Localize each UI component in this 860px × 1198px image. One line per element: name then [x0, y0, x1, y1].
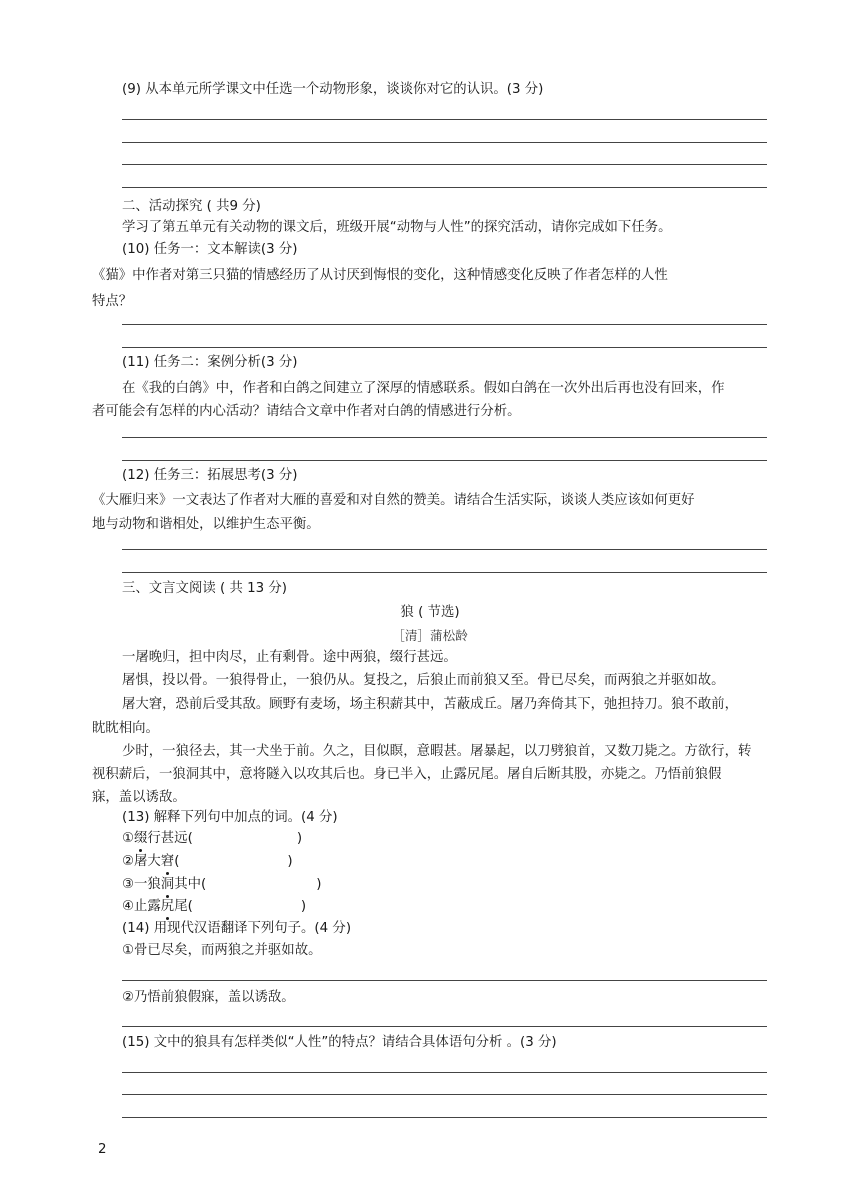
answer-line — [122, 1117, 767, 1118]
passage-paragraph-4-line3: 寐，盖以诱敌。 — [92, 790, 186, 805]
answer-line — [122, 324, 767, 325]
question-14-label: (14) 用现代汉语翻译下列句子。(4 分) — [122, 921, 352, 936]
answer-line — [122, 437, 767, 438]
answer-line — [122, 1094, 767, 1095]
answer-line — [122, 187, 767, 188]
question-12-text-line1: 《大雁归来》一文表达了作者对大雁的喜爱和对自然的赞美。请结合生活实际，谈谈人类应该如何更好 — [92, 493, 695, 508]
passage-paragraph-4-line1: 少时，一狼径去，其一犬坐于前。久之，目似瞑，意暇甚。屠暴起，以刀劈狼首，又数刀毙之。方欲行，转 — [122, 744, 752, 759]
answer-line — [122, 1026, 767, 1027]
answer-line — [122, 549, 767, 550]
dotted-word: 洞 — [161, 875, 174, 895]
question-10-text-line1: 《猫》中作者对第三只猫的情感经历了从讨厌到悔恨的变化，这种情感变化反映了作者怎样的人性 — [92, 268, 668, 283]
passage-paragraph-4-line2: 视积薪后，一狼洞其中，意将隧入以攻其后也。身已半入，止露尻尾。屠自后断其股，亦毙之。乃悟前狼假 — [92, 767, 722, 782]
question-14-sentence-1: ①骨已尽矣，而两狼之并驱如故。 — [122, 943, 322, 958]
item-number: ① — [122, 831, 135, 846]
question-10-text-line2: 特点？ — [92, 294, 133, 309]
question-12-text-line2: 地与动物和谐相处，以维护生态平衡。 — [92, 517, 320, 532]
answer-line — [122, 164, 767, 165]
answer-line — [122, 347, 767, 348]
section-2-intro: 学习了第五单元有关动物的课文后，班级开展“动物与人性”的探究活动，请你完成如下任务。 — [122, 220, 672, 235]
answer-line — [122, 572, 767, 573]
passage-paragraph-1: 一屠晚归，担中肉尽，止有剩骨。途中两狼，缀行甚远。 — [122, 650, 457, 665]
passage-paragraph-3-line1: 屠大窘，恐前后受其敌。顾野有麦场，场主积薪其中，苫蔽成丘。屠乃奔倚其下，弛担持刀。狼不敢前， — [122, 697, 738, 712]
question-13-label: (13) 解释下列句中加点的词。(4 分) — [122, 810, 338, 825]
item-number: ③ — [122, 877, 135, 892]
question-15: (15) 文中的狼具有怎样类似“人性”的特点？请结合具体语句分析 。(3 分) — [122, 1035, 557, 1050]
question-11-text-line1: 在《我的白鸽》中，作者和白鸽之间建立了深厚的情感联系。假如白鸽在一次外出后再也没有回来，作 — [122, 381, 725, 396]
page-number: 2 — [98, 1142, 107, 1157]
question-12-label: (12) 任务三：拓展思考(3 分) — [122, 468, 298, 483]
question-11-text-line2: 者可能会有怎样的内心活动？请结合文章中作者对白鸽的情感进行分析。 — [92, 404, 521, 419]
item-number: ④ — [122, 899, 135, 914]
dotted-word: 缀 — [134, 829, 147, 849]
dotted-word: 尻 — [161, 897, 174, 917]
question-11-label: (11) 任务二：案例分析(3 分) — [122, 355, 298, 370]
question-13-item-3: ③一狼洞其中( ) — [122, 875, 321, 895]
answer-line — [122, 980, 767, 981]
question-9: (9) 从本单元所学课文中任选一个动物形象，谈谈你对它的认识。(3 分) — [122, 82, 544, 97]
item-number: ② — [122, 854, 135, 869]
answer-line — [122, 142, 767, 143]
answer-line — [122, 1072, 767, 1073]
section-3-heading: 三、文言文阅读 ( 共 13 分) — [122, 581, 288, 596]
answer-line — [122, 460, 767, 461]
passage-author: ［清］蒲松龄 — [392, 628, 468, 643]
question-13-item-4: ④止露尻尾( ) — [122, 897, 306, 917]
section-2-heading: 二、活动探究 ( 共9 分) — [122, 199, 261, 214]
passage-paragraph-3-line2: 眈眈相向。 — [92, 721, 159, 736]
answer-line — [122, 119, 767, 120]
question-10-label: (10) 任务一：文本解读(3 分) — [122, 242, 298, 257]
passage-paragraph-2: 屠惧，投以骨。一狼得骨止，一狼仍从。复投之，后狼止而前狼又至。骨已尽矣，而两狼之并驱如故。 — [122, 673, 725, 688]
question-13-item-1: ①缀行甚远( ) — [122, 829, 302, 849]
question-13-item-2: ②屠大窘( ) — [122, 852, 293, 872]
dotted-word: 窘 — [161, 852, 174, 872]
passage-title: 狼 ( 节选) — [400, 605, 460, 620]
question-14-sentence-2: ②乃悟前狼假寐，盖以诱敌。 — [122, 990, 295, 1005]
